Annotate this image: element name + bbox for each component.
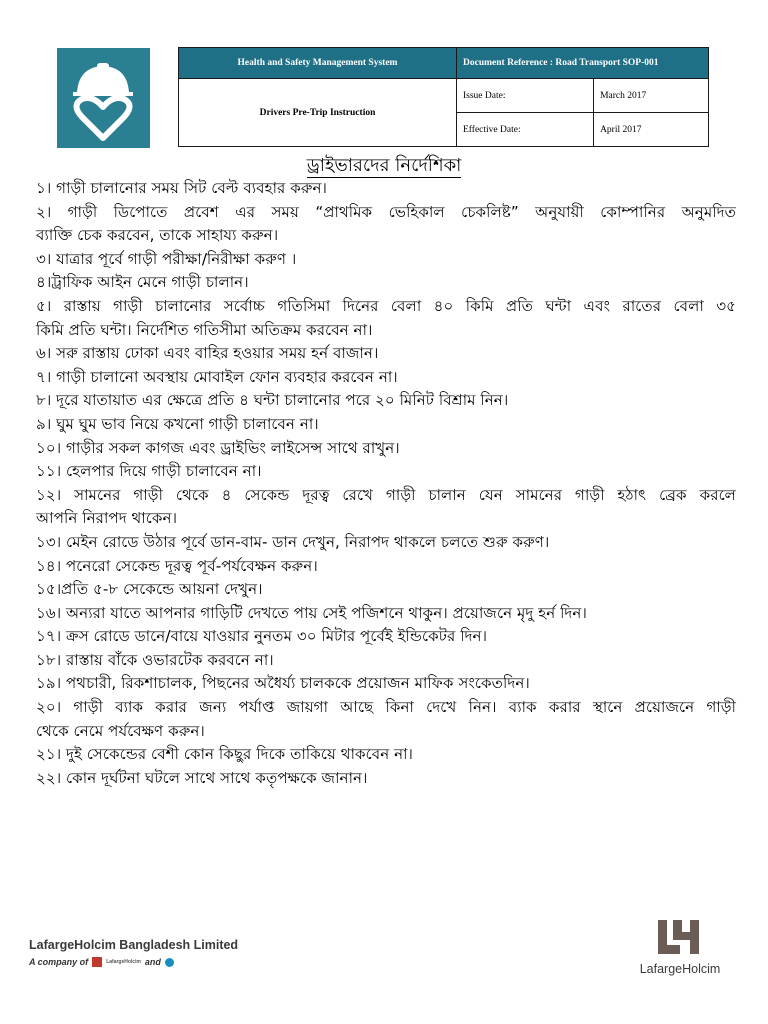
system-name: Health and Safety Management System [179,48,457,79]
effective-date-value: April 2017 [594,113,709,147]
instruction-line: ৫। রাস্তায় গাড়ী চালানোর সর্বোচ্চ গতিসিমা দিনের বেলা ৪০ কিমি প্রতি ঘন্টা এবং রাতের বেলা ৩৫ [36,296,736,315]
instruction-line: ৭। গাড়ী চালানো অবস্থায় মোবাইল ফোন ব্যবহার করবেন না। [36,367,398,386]
lafargeholcim-mini-icon [92,957,102,967]
instruction-line: ১৩। মেইন রোডে উঠার পূর্বে ডান-বাম- ডান দেখুন, নিরাপদ থাকলে চলতে শুরু করুণ। [36,532,550,551]
company-name: LafargeHolcim Bangladesh Limited [29,938,239,952]
instruction-line: আপনি নিরাপদ থাকেন। [36,509,178,528]
document-header-table [178,47,709,147]
instruction-line: ২। গাড়ী ডিপোতে প্রবেশ এর সময় “প্রাথমিক ভেহিকাল চেকলিষ্ট” অনুযায়ী কোম্পানির অনুমদিত [36,202,736,221]
instruction-line: ১৪। পনেরো সেকেন্ড দূরত্ব পূর্ব-পর্যবেক্ষন করুন। [36,556,318,575]
document-title: Drivers Pre-Trip Instruction [179,79,457,147]
instruction-line: ৬। সরু রাস্তায় ঢোকা এবং বাহির হওয়ার সময় হর্ন বাজান। [36,344,379,363]
brand-name: LafargeHolcim [639,962,721,976]
instruction-line: ব্যাক্তি চেক করবেন, তাকে সাহায্য করুন। [36,226,279,245]
instruction-line: ১। গাড়ী চালানোর সময় সিট বেল্ট ব্যবহার করুন। [36,179,327,197]
company-affiliation [29,957,238,967]
heading-text: ড্রাইভারদের নির্দেশিকা [306,155,462,176]
lh-monogram-icon [656,918,704,956]
instruction-line: ৪।ট্রাফিক আইন মেনে গাড়ী চালান। [36,273,249,292]
helmet-heart-icon [57,48,150,148]
partner-logo-icon [165,958,174,967]
instruction-line: ১০। গাড়ীর সকল কাগজ এবং ড্রাইভিং লাইসেন্স সাথে রাখুন। [36,438,400,457]
issue-date-label: Issue Date: [457,79,594,113]
instruction-list [36,177,736,790]
and-text: and [144,957,161,967]
company-footer [29,938,238,967]
instruction-line: ৯। ঘুম ঘুম ভাব নিয়ে কখনো গাড়ী চালাবেন না। [36,414,319,433]
company-of-text: A company of [29,957,89,967]
instruction-line: ১৯। পথচারী, রিকশাচালক, পিছনের অধৈর্য্য চালককে প্রয়োজন মাফিক সংকেতদিন। [36,674,530,693]
instruction-line: ২২। কোন দূর্ঘটনা ঘটলে সাথে সাথে কতৃপক্ষকে জানান। [36,768,368,787]
instruction-line: ১৭। ক্রস রোডে ডানে/বায়ে যাওয়ার নুনতম ৩০ মিটার পূর্বেই ইন্ডিকেটর দিন। [36,627,488,646]
instruction-line: ১৫।প্রতি ৫-৮ সেকেন্ডে আয়না দেখুন। [36,580,263,599]
instruction-line: ৩। যাত্রার পূর্বে গাড়ী পরীক্ষা/নিরীক্ষা করুণ । [36,249,297,268]
instruction-line: ১৮। রাস্তায় বাঁকে ওভারটেক করবনে না। [36,650,274,669]
instruction-line: ২০। গাড়ী ব্যাক করার জন্য পর্যাপ্ত জায়গা আছে কিনা দেখে নিন। ব্যাক করার স্থানে প্রয়োজনে গাড়ী [36,698,736,717]
instruction-line: ৮। দূরে যাতায়াত এর ক্ষেত্রে প্রতি ৪ ঘন্টা চালানোর পরে ২০ মিনিট বিশ্রাম নিন। [36,391,509,410]
mini-brand-text: LafargeHolcim [106,959,141,965]
instruction-line: ১১। হেলপার দিয়ে গাড়ী চালাবেন না। [36,462,262,481]
instruction-line: ১৬। অন্যরা যাতে আপনার গাড়িটি দেখতে পায় সেই পজিশনে থাকুন। প্রয়োজনে মৃদু হর্ন দিন। [36,603,587,622]
instruction-line: কিমি প্রতি ঘন্টা। নির্দেশিত গতিসীমা অতিক্রম করবেন না। [36,320,373,339]
document-reference: Document Reference : Road Transport SOP-001 [457,48,709,79]
instruction-line: থেকে নেমে পর্যবেক্ষণ করুন। [36,721,205,740]
instruction-line: ১২। সামনের গাড়ী থেকে ৪ সেকেন্ড দূরত্ব রেখে গাড়ী চালান যেন সামনের গাড়ী হঠাৎ ব্রেক করলে [36,485,736,504]
issue-date-value: March 2017 [594,79,709,113]
instruction-line: ২১। দুই সেকেন্ডের বেশী কোন কিছুর দিকে তাকিয়ে থাকবেন না। [36,745,413,764]
effective-date-label: Effective Date: [457,113,594,147]
lafargeholcim-logo [625,918,735,976]
hsms-logo [57,48,150,148]
